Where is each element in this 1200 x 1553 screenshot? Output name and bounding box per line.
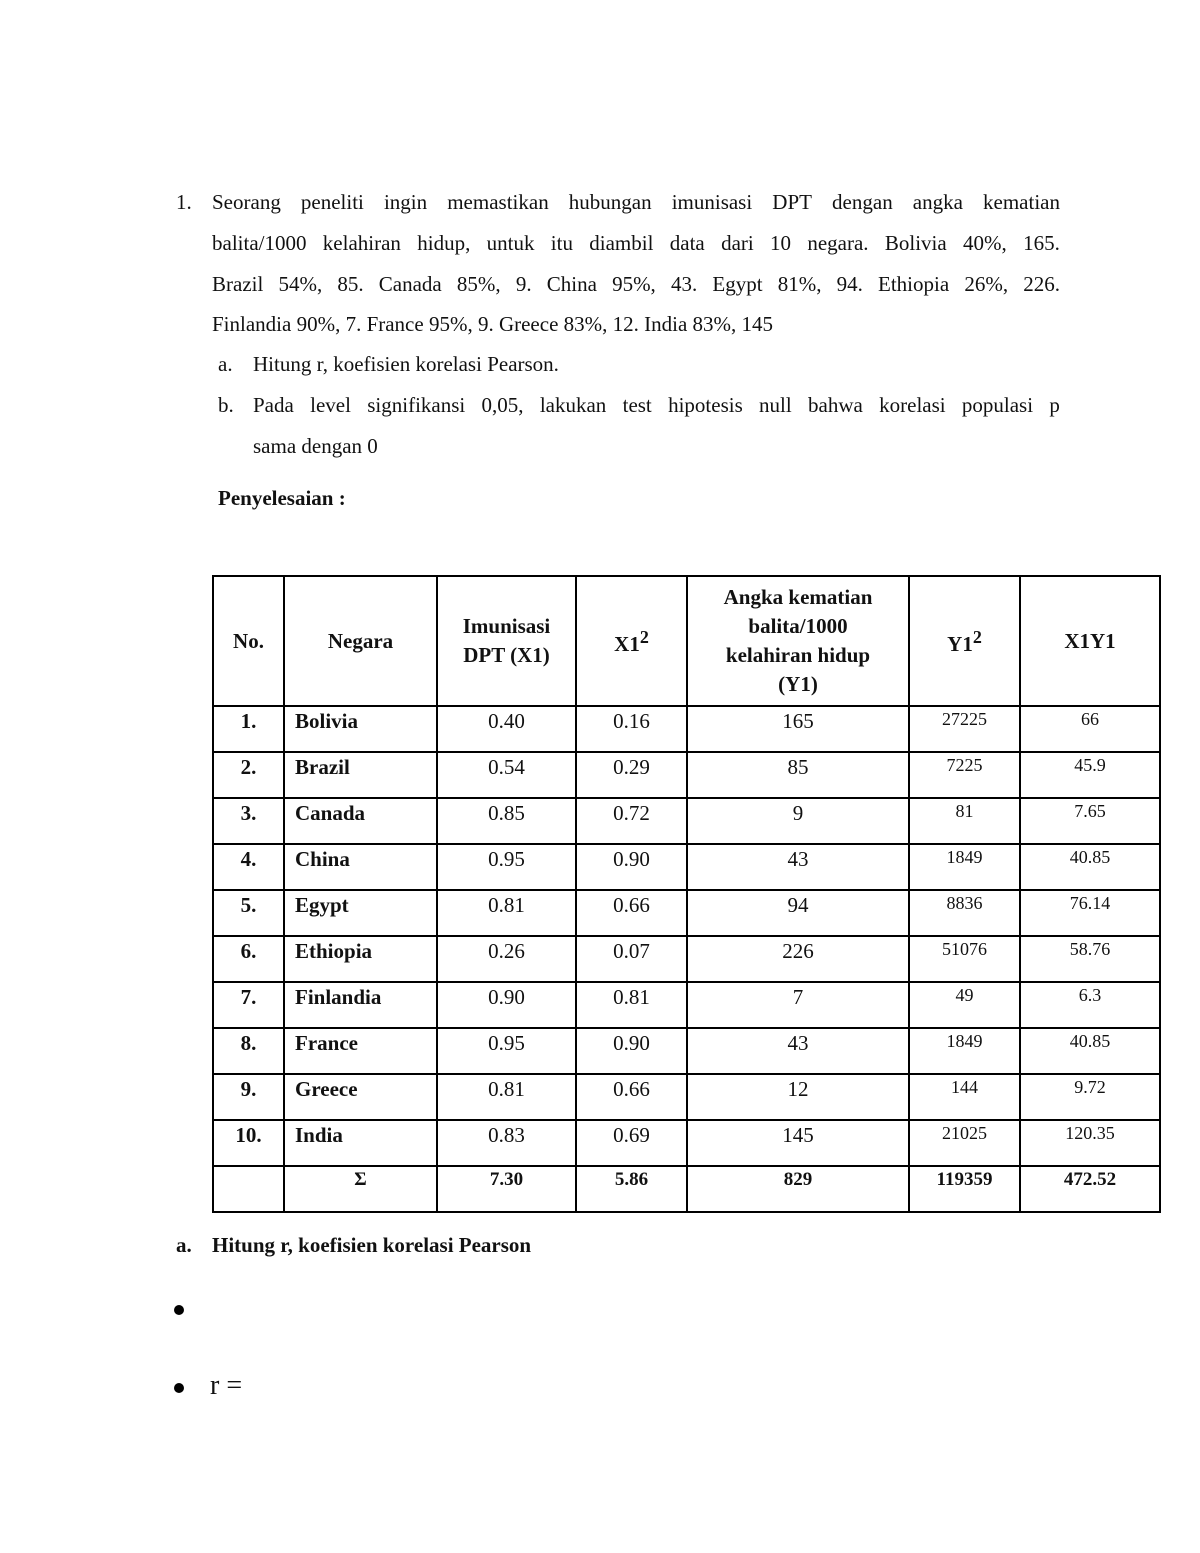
cell-no: 2.: [213, 752, 284, 798]
sub-b-letter: b.: [218, 393, 234, 417]
question-number: 1.: [176, 190, 192, 214]
sub-a-letter: a.: [218, 352, 233, 376]
cell-negara: Egypt: [284, 890, 437, 936]
cell-no: 10.: [213, 1120, 284, 1166]
cell-y1sq: 144: [909, 1074, 1020, 1120]
cell-y1: 85: [687, 752, 909, 798]
sum-y1sq: 119359: [909, 1166, 1020, 1212]
cell-y1: 43: [687, 844, 909, 890]
cell-x1sq: 0.07: [576, 936, 687, 982]
header-y1-squared: $Y1^2$: [909, 576, 1020, 706]
cell-y1sq: 81: [909, 798, 1020, 844]
sum-y1: 829: [687, 1166, 909, 1212]
sub-b-line-1: Pada level signifikansi 0,05, lakukan test hipotesis null bahwa korelasi populasi p: [253, 393, 1060, 417]
table-header-row: [213, 576, 1160, 706]
sum-empty-cell: [213, 1166, 284, 1212]
sub-a-text: Hitung r, koefisien korelasi Pearson.: [253, 352, 559, 376]
question-line-4: Finlandia 90%, 7. France 95%, 9. Greece 83%, 12. India 83%, 145: [212, 312, 774, 336]
cell-negara: Brazil: [284, 752, 437, 798]
cell-x1: 0.95: [437, 1028, 576, 1074]
table-row: [213, 1120, 1160, 1166]
cell-y1: 43: [687, 1028, 909, 1074]
cell-no: 1.: [213, 706, 284, 752]
cell-y1sq: 1849: [909, 1028, 1020, 1074]
cell-x1sq: 0.81: [576, 982, 687, 1028]
cell-no: 4.: [213, 844, 284, 890]
cell-no: 8.: [213, 1028, 284, 1074]
cell-x1y1: 58.76: [1020, 936, 1160, 982]
cell-no: 9.: [213, 1074, 284, 1120]
cell-y1: 9: [687, 798, 909, 844]
cell-x1sq: 0.90: [576, 1028, 687, 1074]
sum-x1sq: 5.86: [576, 1166, 687, 1212]
cell-y1sq: 1849: [909, 844, 1020, 890]
cell-x1sq: 0.72: [576, 798, 687, 844]
sub-b-line-2: sama dengan 0: [253, 434, 378, 458]
table-row: [213, 1028, 1160, 1074]
header-negara: Negara: [284, 576, 437, 706]
cell-no: 7.: [213, 982, 284, 1028]
cell-no: 5.: [213, 890, 284, 936]
cell-y1sq: 27225: [909, 706, 1020, 752]
header-no: No.: [213, 576, 284, 706]
cell-x1y1: 76.14: [1020, 890, 1160, 936]
cell-x1: 0.54: [437, 752, 576, 798]
cell-negara: Canada: [284, 798, 437, 844]
r-formula-label: r =: [210, 1370, 243, 1401]
cell-x1y1: 120.35: [1020, 1120, 1160, 1166]
sum-x1y1: 472.52: [1020, 1166, 1160, 1212]
cell-x1: 0.83: [437, 1120, 576, 1166]
cell-y1: 226: [687, 936, 909, 982]
cell-y1sq: 21025: [909, 1120, 1020, 1166]
cell-negara: China: [284, 844, 437, 890]
sub-question-b: [218, 385, 1060, 425]
table-row: [213, 706, 1160, 752]
cell-x1sq: 0.16: [576, 706, 687, 752]
table-row: [213, 890, 1160, 936]
header-x1y1: X1Y1: [1020, 576, 1160, 706]
question-line-3: Brazil 54%, 85. Canada 85%, 9. China 95%, 43. Egypt 81%, 94. Ethiopia 26%, 226.: [212, 272, 1060, 296]
cell-x1y1: 40.85: [1020, 1028, 1160, 1074]
header-x1: Imunisasi DPT (X1): [437, 576, 576, 706]
cell-no: 3.: [213, 798, 284, 844]
cell-y1sq: 8836: [909, 890, 1020, 936]
cell-y1: 7: [687, 982, 909, 1028]
cell-x1: 0.85: [437, 798, 576, 844]
section-a-text: Hitung r, koefisien korelasi Pearson: [212, 1233, 532, 1257]
bullet-1: [174, 1305, 184, 1315]
cell-x1sq: 0.66: [576, 890, 687, 936]
cell-x1: 0.81: [437, 1074, 576, 1120]
table-row: [213, 752, 1160, 798]
cell-x1: 0.81: [437, 890, 576, 936]
cell-negara: Bolivia: [284, 706, 437, 752]
solution-heading: Penyelesaian :: [218, 486, 346, 510]
cell-negara: France: [284, 1028, 437, 1074]
cell-x1sq: 0.29: [576, 752, 687, 798]
sum-row: [213, 1166, 1160, 1212]
cell-y1: 94: [687, 890, 909, 936]
cell-x1: 0.40: [437, 706, 576, 752]
cell-x1y1: 40.85: [1020, 844, 1160, 890]
question-line-1: Seorang peneliti ingin memastikan hubungan imunisasi DPT dengan angka kematian: [212, 190, 1060, 214]
sub-question-a: [218, 344, 1060, 384]
cell-y1sq: 7225: [909, 752, 1020, 798]
header-x1-squared: $X1^2$: [576, 576, 687, 706]
cell-x1sq: 0.90: [576, 844, 687, 890]
cell-x1y1: 7.65: [1020, 798, 1160, 844]
cell-negara: Finlandia: [284, 982, 437, 1028]
cell-x1y1: 6.3: [1020, 982, 1160, 1028]
cell-y1: 12: [687, 1074, 909, 1120]
header-y1: Angka kematian balita/1000 kelahiran hidup (Y1): [687, 576, 909, 706]
question-line-2: balita/1000 kelahiran hidup, untuk itu diambil data dari 10 negara. Bolivia 40%, 165.: [212, 231, 1060, 255]
sum-label: Σ: [284, 1166, 437, 1212]
cell-x1y1: 9.72: [1020, 1074, 1160, 1120]
table-row: [213, 798, 1160, 844]
cell-negara: Ethiopia: [284, 936, 437, 982]
cell-x1y1: 66: [1020, 706, 1160, 752]
cell-x1: 0.90: [437, 982, 576, 1028]
cell-y1: 145: [687, 1120, 909, 1166]
cell-y1sq: 51076: [909, 936, 1020, 982]
table-row: [213, 1074, 1160, 1120]
cell-x1sq: 0.66: [576, 1074, 687, 1120]
cell-y1sq: 49: [909, 982, 1020, 1028]
table-row: [213, 844, 1160, 890]
table-row: [213, 936, 1160, 982]
cell-negara: India: [284, 1120, 437, 1166]
bullet-2: [174, 1383, 184, 1393]
cell-x1y1: 45.9: [1020, 752, 1160, 798]
sum-x1: 7.30: [437, 1166, 576, 1212]
cell-no: 6.: [213, 936, 284, 982]
cell-y1: 165: [687, 706, 909, 752]
cell-x1: 0.26: [437, 936, 576, 982]
table-row: [213, 982, 1160, 1028]
cell-x1: 0.95: [437, 844, 576, 890]
cell-negara: Greece: [284, 1074, 437, 1120]
data-table: [212, 575, 1161, 1213]
section-a-letter: a.: [176, 1233, 192, 1257]
cell-x1sq: 0.69: [576, 1120, 687, 1166]
